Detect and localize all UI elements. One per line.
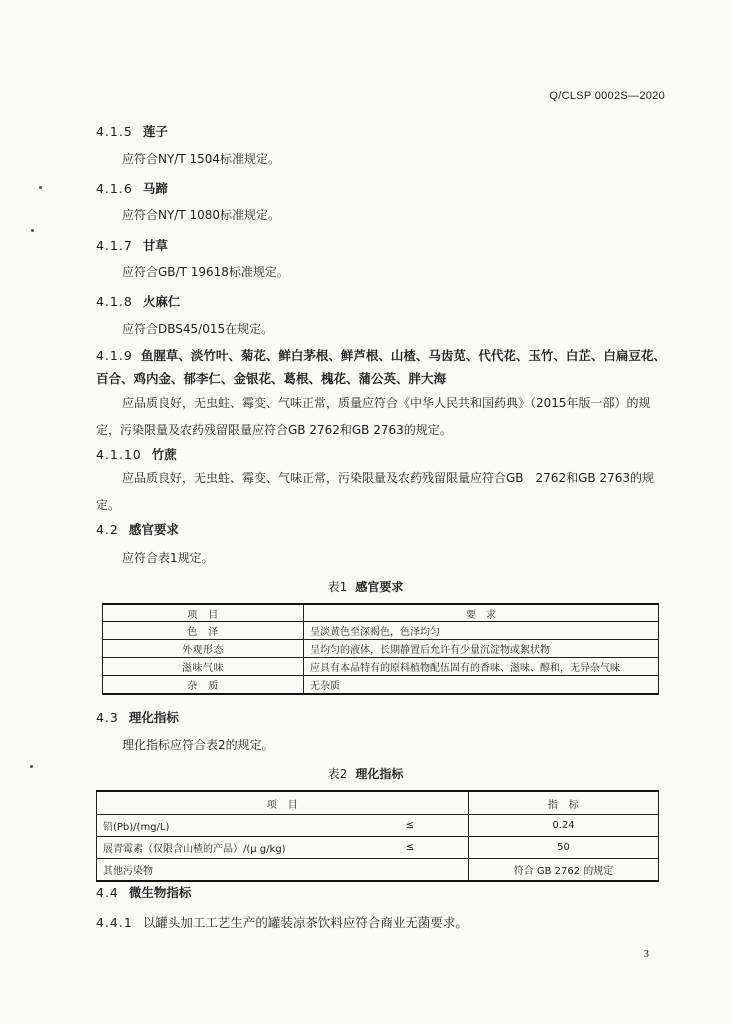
table-cell: 呈均匀的液体，长期静置后允许有少量沉淀物或絮状物 bbox=[304, 640, 659, 658]
section-text-4-1-10: 应品质良好，无虫蛀、霉变、气味正常，污染限量及农药残留限量应符合GB 2762和GB 2763的规定。 bbox=[96, 471, 654, 512]
table-cell bbox=[352, 859, 469, 882]
table-cell: 0.24 bbox=[469, 815, 659, 837]
table-row bbox=[97, 837, 659, 859]
table-cell: 外观形态 bbox=[103, 640, 304, 658]
section-text-4-3: 理化指标应符合表2的规定。 bbox=[122, 738, 274, 752]
section-heading-4-1-6 bbox=[96, 179, 168, 197]
table-header-row bbox=[97, 791, 659, 815]
section-heading-4-1-9 bbox=[96, 344, 676, 390]
table-cell: 色 泽 bbox=[103, 622, 304, 640]
document-code: Q/CLSP 0002S—2020 bbox=[549, 90, 665, 102]
section-heading-4-4 bbox=[96, 883, 191, 901]
section-number: 4.4.1 bbox=[96, 915, 133, 930]
section-heading-4-3 bbox=[96, 708, 179, 726]
table-row bbox=[97, 815, 659, 837]
section-number: 4.1.10 bbox=[96, 447, 142, 462]
table-header-cell: 项 目 bbox=[103, 604, 304, 622]
section-number: 4.4 bbox=[96, 885, 119, 900]
scan-speck bbox=[30, 765, 33, 768]
table-row bbox=[103, 622, 659, 640]
table-header-cell: 指 标 bbox=[469, 791, 659, 815]
section-title: 竹蔗 bbox=[151, 447, 177, 462]
table-cell: ≤ bbox=[352, 837, 469, 859]
section-title: 感官要求 bbox=[128, 522, 179, 537]
section-title: 莲子 bbox=[142, 124, 168, 139]
section-title: 马蹄 bbox=[142, 181, 168, 196]
table-cell: ≤ bbox=[352, 815, 469, 837]
table-cell: 应具有本品特有的原料植物配伍固有的香味、滋味、醇和，无异杂气味 bbox=[304, 658, 659, 676]
section-heading-4-1-8 bbox=[96, 292, 180, 310]
table-header-cell: 要 求 bbox=[304, 604, 659, 622]
sensory-requirements-table bbox=[102, 603, 659, 695]
scan-speck bbox=[31, 229, 34, 232]
section-heading-4-4-1 bbox=[96, 913, 468, 931]
section-number: 4.1.7 bbox=[96, 238, 133, 253]
table-cell: 杂 质 bbox=[103, 676, 304, 695]
table2-caption-number: 表2 bbox=[327, 767, 348, 781]
section-heading-4-1-5 bbox=[96, 122, 168, 140]
table-cell: 呈淡黄色至深褐色，色泽均匀 bbox=[304, 622, 659, 640]
table1-caption-number: 表1 bbox=[327, 580, 348, 594]
table2-caption-title: 理化指标 bbox=[355, 767, 404, 781]
section-text-4-1-7: 应符合GB/T 19618标准规定。 bbox=[122, 265, 289, 279]
table1-caption-title: 感官要求 bbox=[355, 580, 404, 594]
section-heading-4-1-10 bbox=[96, 445, 177, 463]
table-row bbox=[103, 640, 659, 658]
section-title: 鱼腥草、淡竹叶、菊花、鲜白茅根、鲜芦根、山楂、马齿苋、代代花、玉竹、白芷、白扁豆花、百合、鸡内金、郁李仁、金银花、葛根、槐花、蒲公英、胖大海 bbox=[96, 348, 666, 386]
table-header-row bbox=[103, 604, 659, 622]
table-row bbox=[97, 859, 659, 882]
table-cell: 铅(Pb)/(mg/L) bbox=[97, 815, 353, 837]
section-title: 理化指标 bbox=[128, 710, 179, 725]
table2-caption bbox=[0, 765, 731, 782]
section-number: 4.1.8 bbox=[96, 294, 133, 309]
section-number: 4.2 bbox=[96, 522, 119, 537]
table-row bbox=[103, 676, 659, 695]
table-cell: 符合 GB 2762 的规定 bbox=[469, 859, 659, 882]
section-text-4-1-5: 应符合NY/T 1504标准规定。 bbox=[122, 152, 281, 166]
table-cell: 无杂质 bbox=[304, 676, 659, 695]
page-number: 3 bbox=[643, 948, 649, 960]
table-cell: 滋味气味 bbox=[103, 658, 304, 676]
section-text-4-4-1: 以罐头加工工艺生产的罐装凉茶饮料应符合商业无菌要求。 bbox=[142, 915, 468, 930]
section-number: 4.1.5 bbox=[96, 124, 133, 139]
table-cell: 其他污染物 bbox=[97, 859, 353, 882]
section-title: 甘草 bbox=[142, 238, 168, 253]
table-row bbox=[103, 658, 659, 676]
scan-speck bbox=[39, 186, 42, 189]
section-number: 4.3 bbox=[96, 710, 119, 725]
table-cell: 展青霉素（仅限含山楂的产品）/(μ g/kg) bbox=[97, 837, 353, 859]
table-header-cell: 项 目 bbox=[97, 791, 469, 815]
section-text-4-1-8: 应符合DBS45/015在规定。 bbox=[122, 322, 274, 336]
section-text-4-1-6: 应符合NY/T 1080标准规定。 bbox=[122, 208, 281, 222]
section-number: 4.1.9 bbox=[96, 348, 133, 363]
section-heading-4-2 bbox=[96, 520, 179, 538]
section-heading-4-1-7 bbox=[96, 236, 168, 254]
section-text-4-2: 应符合表1规定。 bbox=[122, 551, 214, 565]
table-cell: 50 bbox=[469, 837, 659, 859]
section-title: 微生物指标 bbox=[128, 885, 192, 900]
section-title: 火麻仁 bbox=[142, 294, 181, 309]
table1-caption bbox=[0, 578, 731, 595]
physicochemical-indicators-table bbox=[96, 790, 659, 882]
section-text-4-1-9: 应品质良好，无虫蛀、霉变、气味正常，质量应符合《中华人民共和国药典》（2015年版一部）的规定，污染限量及农药残留限量应符合GB 2762和GB 2763的规定。 bbox=[96, 396, 651, 437]
section-number: 4.1.6 bbox=[96, 181, 133, 196]
